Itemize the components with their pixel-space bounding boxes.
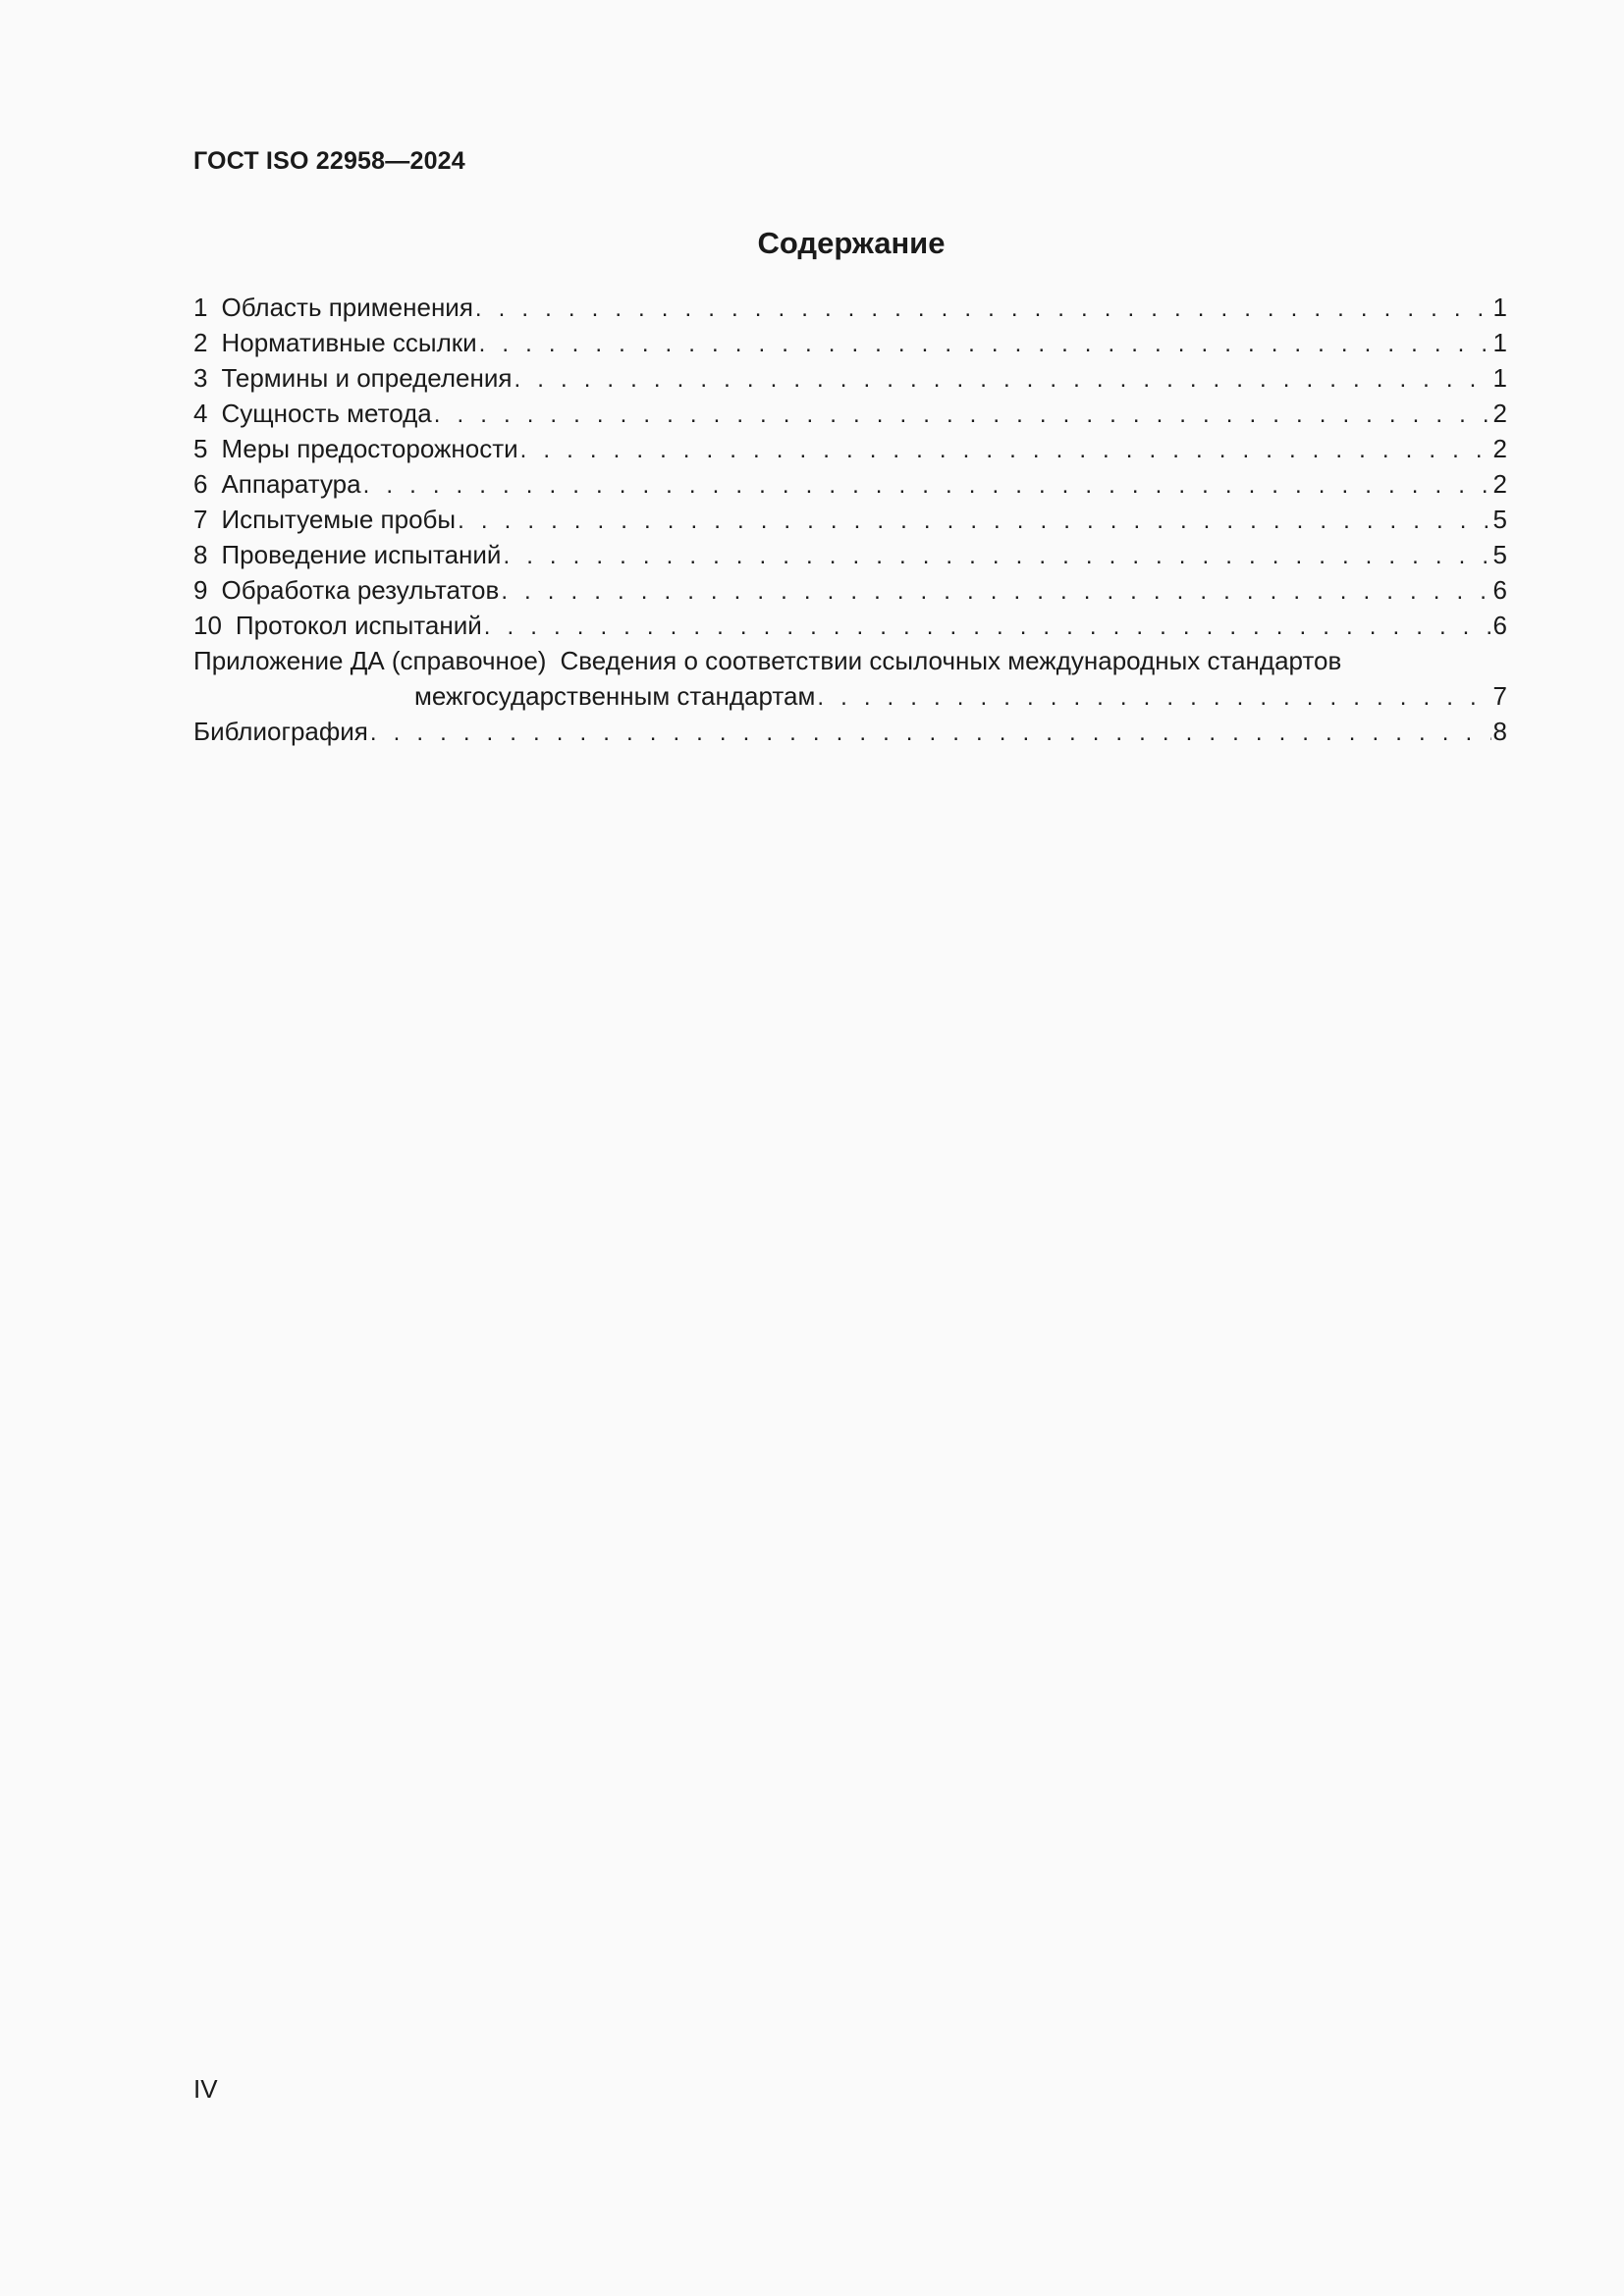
dot-leader (475, 292, 1491, 327)
toc-item[interactable] (193, 572, 1507, 608)
toc-item-page: 6 (1492, 575, 1507, 605)
toc-item-number: 1 (193, 293, 208, 322)
bibliography-label: Библиография (193, 717, 368, 746)
toc-item-label: Аппаратура (221, 469, 361, 499)
toc-item-number: 6 (193, 469, 208, 499)
toc-item-page: 1 (1492, 293, 1507, 322)
toc-item[interactable] (193, 466, 1507, 502)
toc-item-page: 5 (1492, 540, 1507, 569)
toc-item[interactable] (193, 325, 1507, 360)
toc-bibliography-item[interactable] (193, 714, 1507, 749)
toc-item-number: 7 (193, 505, 208, 534)
toc-item-label: Область применения (221, 293, 473, 322)
annex-label: Приложение ДА (справочное) (193, 646, 547, 675)
toc-item[interactable] (193, 537, 1507, 572)
toc-item[interactable] (193, 431, 1507, 466)
toc-item[interactable] (193, 360, 1507, 396)
toc-item-number: 9 (193, 575, 208, 605)
toc-item-page: 2 (1492, 469, 1507, 499)
toc-item-number: 5 (193, 434, 208, 463)
dot-leader (520, 433, 1491, 468)
toc-item-number: 10 (193, 611, 222, 640)
toc-item-page: 1 (1492, 363, 1507, 393)
toc-item[interactable] (193, 396, 1507, 431)
document-id: ГОСТ ISO 22958—2024 (193, 147, 465, 175)
toc-item-number: 8 (193, 540, 208, 569)
dot-leader (458, 504, 1490, 539)
toc-item-label: Испытуемые пробы (221, 505, 457, 534)
annex-title-line2: межгосударственным стандартам (414, 681, 816, 711)
dot-leader (514, 362, 1490, 398)
toc-item[interactable] (193, 608, 1507, 643)
dot-leader (503, 539, 1490, 574)
toc-item-page: 1 (1492, 328, 1507, 357)
toc-item-label: Проведение испытаний (221, 540, 502, 569)
toc-item-page: 2 (1492, 399, 1507, 428)
toc-item[interactable] (193, 290, 1507, 325)
toc-item-label: Меры предосторожности (221, 434, 518, 463)
dot-leader (479, 327, 1491, 362)
toc-item-page: 7 (1492, 681, 1507, 711)
toc-item[interactable] (193, 502, 1507, 537)
toc-item-label: Протокол испытаний (235, 611, 482, 640)
toc-item-page: 5 (1492, 505, 1507, 534)
toc-item-label: Обработка результатов (221, 575, 500, 605)
dot-leader (434, 398, 1491, 433)
table-of-contents (193, 290, 1507, 749)
dot-leader (501, 574, 1490, 610)
dot-leader (484, 610, 1491, 645)
toc-item-page: 8 (1492, 717, 1507, 746)
toc-item-label: Сущность метода (221, 399, 432, 428)
toc-item-page: 2 (1492, 434, 1507, 463)
toc-title: Содержание (757, 226, 946, 260)
toc-item-number: 2 (193, 328, 208, 357)
annex-title-line1: Сведения о соответствии ссылочных международных стандартов (560, 646, 1342, 675)
toc-item-page: 6 (1492, 611, 1507, 640)
toc-item-label: Термины и определения (221, 363, 513, 393)
dot-leader (817, 680, 1490, 716)
page-number: IV (193, 2074, 218, 2104)
toc-item-label: Нормативные ссылки (221, 328, 477, 357)
toc-annex-item-continuation[interactable] (193, 678, 1507, 714)
dot-leader (363, 468, 1491, 504)
toc-annex-item[interactable] (193, 643, 1507, 678)
toc-item-number: 3 (193, 363, 208, 393)
toc-item-number: 4 (193, 399, 208, 428)
dot-leader (370, 716, 1491, 751)
